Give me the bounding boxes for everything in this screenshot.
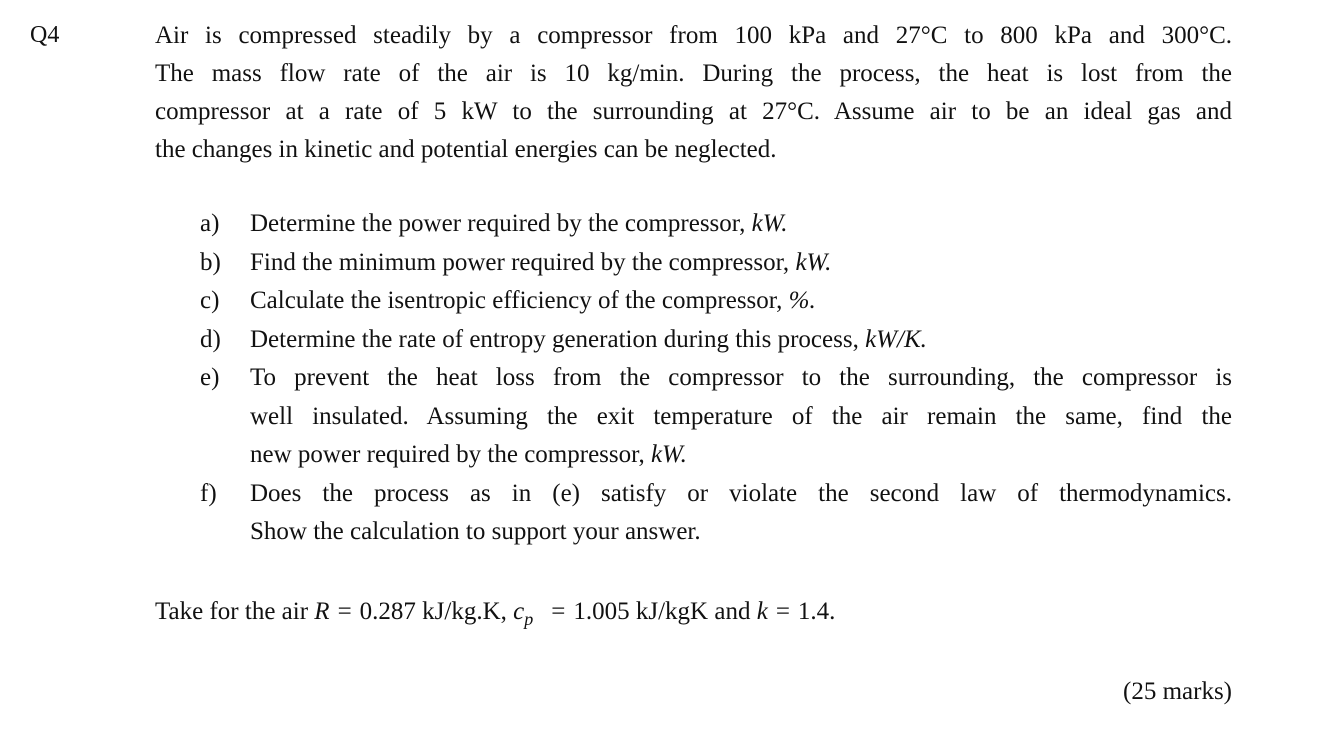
given-constants	[155, 593, 835, 638]
part-line	[250, 205, 1232, 244]
part-label: e)	[200, 364, 220, 391]
part-e	[200, 359, 1232, 475]
part-a	[200, 205, 1232, 244]
part-line: Show the calculation to support your answer.	[250, 518, 701, 545]
marks-allocation: (25 marks)	[1123, 678, 1232, 705]
part-f	[200, 475, 1232, 552]
part-line: To prevent the heat loss from the compressor to the surrounding, the compressor is	[250, 364, 1232, 391]
part-label: f)	[200, 479, 217, 507]
question-parts-list	[200, 205, 1232, 552]
part-text	[250, 321, 1232, 360]
specific-heat-ratio-symbol: k	[756, 598, 768, 625]
specific-heat-value: 1.005 kJ/kgK and	[573, 598, 751, 625]
part-unit: kW.	[650, 441, 687, 468]
part-label: a)	[200, 210, 220, 237]
gas-constant-symbol: R	[314, 598, 330, 625]
part-line-text: Determine the power required by the compressor,	[250, 210, 746, 237]
part-b	[200, 244, 1232, 283]
equals-sign: =	[551, 598, 566, 625]
part-line-text: Calculate the isentropic efficiency of the compressor,	[250, 287, 783, 314]
equals-sign: =	[337, 598, 352, 625]
statement-line: The mass flow rate of the air is 10 kg/min. During the process, the heat is lost from the	[155, 60, 1232, 87]
part-unit: kW.	[795, 248, 832, 276]
specific-heat-subscript: p	[524, 609, 534, 629]
part-text	[250, 359, 1232, 475]
part-d	[200, 321, 1232, 360]
question-number: Q4	[30, 22, 60, 48]
part-line	[250, 244, 1232, 283]
part-line-text: new power required by the compressor,	[250, 441, 645, 468]
given-prefix: Take for the air	[155, 598, 309, 625]
part-label: b)	[200, 248, 221, 276]
part-line: well insulated. Assuming the exit temperature of the air remain the same, find the	[250, 402, 1232, 430]
part-c	[200, 282, 1232, 321]
statement-line: the changes in kinetic and potential energies can be neglected.	[155, 136, 777, 163]
part-line: Does the process as in (e) satisfy or violate the second law of thermodynamics.	[250, 479, 1232, 507]
part-label: c)	[200, 287, 220, 314]
part-text	[250, 244, 1232, 283]
part-unit: %.	[788, 287, 816, 314]
part-text	[250, 205, 1232, 244]
part-unit: kW.	[751, 210, 788, 237]
specific-heat-ratio-value: 1.4.	[797, 598, 836, 625]
gas-constant-value: 0.287 kJ/kg.K,	[359, 598, 507, 625]
question-statement	[155, 17, 1232, 169]
part-line	[250, 321, 1232, 360]
part-line-text: Determine the rate of entropy generation during this process,	[250, 325, 859, 353]
specific-heat-symbol: c	[513, 598, 525, 625]
part-text	[250, 282, 1232, 321]
part-label: d)	[200, 325, 221, 353]
part-unit: kW/K.	[865, 325, 927, 353]
part-line	[250, 282, 1232, 321]
part-line	[250, 436, 1232, 475]
statement-line: Air is compressed steadily by a compressor from 100 kPa and 27°C to 800 kPa and 300°C.	[155, 22, 1232, 49]
part-text	[250, 475, 1232, 552]
part-line-text: Find the minimum power required by the compressor,	[250, 248, 790, 276]
statement-line: compressor at a rate of 5 kW to the surrounding at 27°C. Assume air to be an ideal gas and	[155, 98, 1232, 125]
equals-sign: =	[775, 598, 790, 625]
